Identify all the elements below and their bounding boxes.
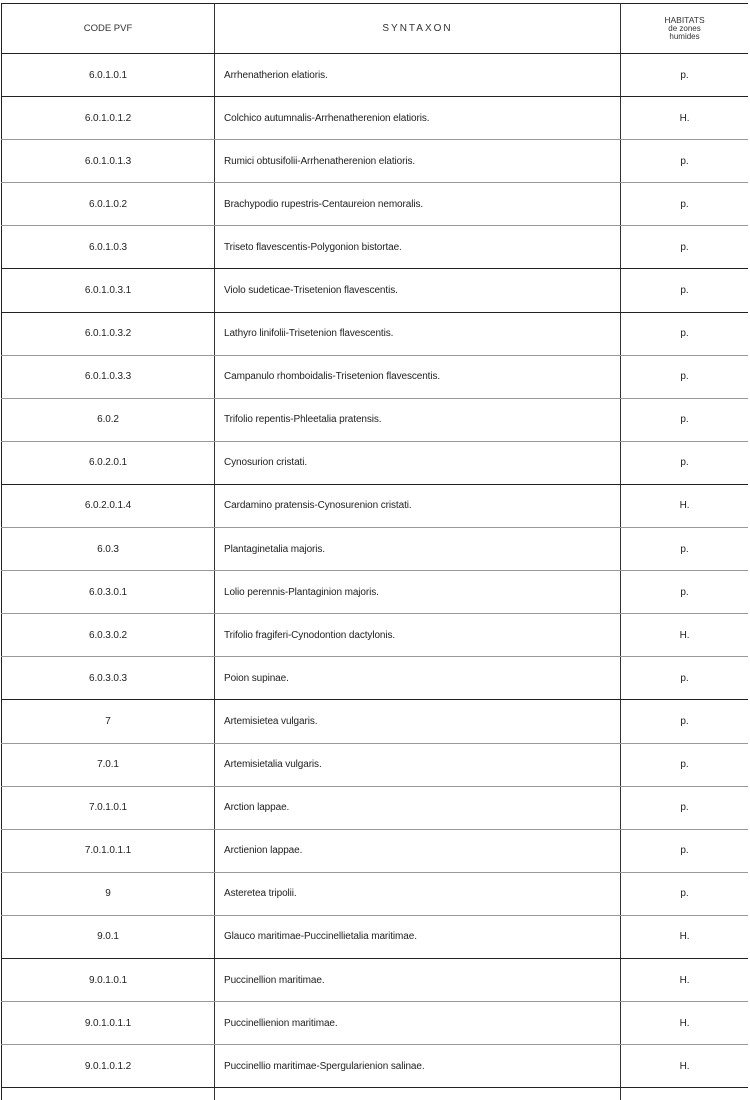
habitat-cell: p. bbox=[621, 528, 749, 571]
habitat-cell: p. bbox=[621, 786, 749, 829]
syntaxon-cell: Triseto flavescentis-Polygonion bistortae. bbox=[215, 226, 621, 269]
table-row bbox=[2, 441, 749, 484]
habitat-cell: p. bbox=[621, 140, 749, 183]
header-habitats-line2: de zones bbox=[668, 23, 701, 33]
table-row bbox=[2, 97, 749, 140]
header-habitats-line1: HABITATS bbox=[664, 14, 705, 25]
table-row bbox=[2, 571, 749, 614]
code-cell: 6.0.1.0.3.3 bbox=[2, 355, 215, 398]
code-cell: 9 bbox=[2, 872, 215, 915]
code-cell: 7.0.1.0.1 bbox=[2, 786, 215, 829]
table-row bbox=[2, 872, 749, 915]
habitat-cell: p. bbox=[621, 743, 749, 786]
code-cell: 7.0.1 bbox=[2, 743, 215, 786]
code-cell bbox=[2, 1088, 215, 1100]
table-header-row bbox=[2, 4, 749, 54]
habitat-cell: p. bbox=[621, 657, 749, 700]
habitat-cell: p. bbox=[621, 54, 749, 97]
table-row bbox=[2, 398, 749, 441]
code-cell: 6.0.3.0.2 bbox=[2, 614, 215, 657]
syntaxon-cell: Puccinellion maritimae. bbox=[215, 958, 621, 1001]
syntaxon-cell: Campanulo rhomboidalis-Trisetenion flavescentis. bbox=[215, 355, 621, 398]
habitat-cell: p. bbox=[621, 872, 749, 915]
code-cell: 6.0.3 bbox=[2, 528, 215, 571]
code-cell: 6.0.1.0.1.3 bbox=[2, 140, 215, 183]
syntaxon-cell: Puccinellio maritimae-Spergularienion salinae. bbox=[215, 1045, 621, 1088]
habitat-cell: H. bbox=[621, 915, 749, 958]
habitat-cell: p. bbox=[621, 571, 749, 614]
syntaxon-table bbox=[1, 3, 748, 1100]
syntaxon-cell: Trifolio fragiferi-Cynodontion dactylonis. bbox=[215, 614, 621, 657]
table-row bbox=[2, 226, 749, 269]
code-cell: 6.0.2.0.1.4 bbox=[2, 484, 215, 527]
syntaxon-cell: Violo sudeticae-Trisetenion flavescentis. bbox=[215, 269, 621, 312]
syntaxon-cell: Artemisietea vulgaris. bbox=[215, 700, 621, 743]
habitat-cell bbox=[621, 1088, 749, 1100]
syntaxon-cell: Arctienion lappae. bbox=[215, 829, 621, 872]
code-cell: 9.0.1.0.1 bbox=[2, 958, 215, 1001]
syntaxon-cell: Arction lappae. bbox=[215, 786, 621, 829]
table-row bbox=[2, 700, 749, 743]
code-cell: 6.0.1.0.3.2 bbox=[2, 312, 215, 355]
table-row bbox=[2, 484, 749, 527]
table-row bbox=[2, 355, 749, 398]
table-row bbox=[2, 312, 749, 355]
code-cell: 6.0.3.0.3 bbox=[2, 657, 215, 700]
habitat-cell: H. bbox=[621, 97, 749, 140]
habitat-cell: H. bbox=[621, 484, 749, 527]
header-habitats-line3: humides bbox=[669, 32, 700, 41]
code-cell: 6.0.1.0.2 bbox=[2, 183, 215, 226]
syntaxon-cell: Puccinellienion maritimae. bbox=[215, 1002, 621, 1045]
code-cell: 6.0.1.0.1 bbox=[2, 54, 215, 97]
table-row bbox=[2, 1088, 749, 1100]
habitat-cell: H. bbox=[621, 958, 749, 1001]
table-row bbox=[2, 614, 749, 657]
table-row bbox=[2, 657, 749, 700]
table-row bbox=[2, 915, 749, 958]
syntaxon-cell: Artemisietalia vulgaris. bbox=[215, 743, 621, 786]
table-row bbox=[2, 743, 749, 786]
habitat-cell: H. bbox=[621, 614, 749, 657]
syntaxon-cell: Lolio perennis-Plantaginion majoris. bbox=[215, 571, 621, 614]
syntaxon-cell bbox=[215, 1088, 621, 1100]
habitat-cell: p. bbox=[621, 355, 749, 398]
syntaxon-cell: Cardamino pratensis-Cynosurenion cristati. bbox=[215, 484, 621, 527]
code-cell: 6.0.1.0.3.1 bbox=[2, 269, 215, 312]
table-row bbox=[2, 829, 749, 872]
code-cell: 9.0.1.0.1.2 bbox=[2, 1045, 215, 1088]
table-row bbox=[2, 269, 749, 312]
header-habitats bbox=[621, 4, 749, 54]
table-row bbox=[2, 958, 749, 1001]
code-cell: 6.0.3.0.1 bbox=[2, 571, 215, 614]
header-syntaxon: SYNTAXON bbox=[215, 4, 621, 54]
syntaxon-cell: Colchico autumnalis-Arrhenatherenion elatioris. bbox=[215, 97, 621, 140]
table-row bbox=[2, 1045, 749, 1088]
habitat-cell: p. bbox=[621, 269, 749, 312]
table-row bbox=[2, 528, 749, 571]
code-cell: 9.0.1.0.1.1 bbox=[2, 1002, 215, 1045]
habitat-cell: p. bbox=[621, 226, 749, 269]
habitat-cell: p. bbox=[621, 183, 749, 226]
code-cell: 6.0.2 bbox=[2, 398, 215, 441]
habitat-cell: H. bbox=[621, 1045, 749, 1088]
syntaxon-cell: Cynosurion cristati. bbox=[215, 441, 621, 484]
habitat-cell: p. bbox=[621, 398, 749, 441]
code-cell: 6.0.2.0.1 bbox=[2, 441, 215, 484]
habitat-cell: p. bbox=[621, 441, 749, 484]
code-cell: 6.0.1.0.1.2 bbox=[2, 97, 215, 140]
syntaxon-cell: Glauco maritimae-Puccinellietalia maritimae. bbox=[215, 915, 621, 958]
habitat-cell: p. bbox=[621, 829, 749, 872]
syntaxon-cell: Trifolio repentis-Phleetalia pratensis. bbox=[215, 398, 621, 441]
table-body bbox=[2, 54, 749, 1100]
table-row bbox=[2, 183, 749, 226]
syntaxon-cell: Arrhenatherion elatioris. bbox=[215, 54, 621, 97]
code-cell: 7 bbox=[2, 700, 215, 743]
syntaxon-cell: Lathyro linifolii-Trisetenion flavescentis. bbox=[215, 312, 621, 355]
header-code-pvf: CODE PVF bbox=[2, 4, 215, 54]
syntaxon-cell: Plantaginetalia majoris. bbox=[215, 528, 621, 571]
habitat-cell: p. bbox=[621, 312, 749, 355]
syntaxon-cell: Brachypodio rupestris-Centaureion nemoralis. bbox=[215, 183, 621, 226]
code-cell: 9.0.1 bbox=[2, 915, 215, 958]
table-row bbox=[2, 140, 749, 183]
code-cell: 7.0.1.0.1.1 bbox=[2, 829, 215, 872]
document-page bbox=[1, 3, 748, 1100]
syntaxon-cell: Asteretea tripolii. bbox=[215, 872, 621, 915]
habitat-cell: H. bbox=[621, 1002, 749, 1045]
table-row bbox=[2, 1002, 749, 1045]
habitat-cell: p. bbox=[621, 700, 749, 743]
table-row bbox=[2, 54, 749, 97]
syntaxon-cell: Rumici obtusifolii-Arrhenatherenion elatioris. bbox=[215, 140, 621, 183]
syntaxon-cell: Poion supinae. bbox=[215, 657, 621, 700]
code-cell: 6.0.1.0.3 bbox=[2, 226, 215, 269]
table-row bbox=[2, 786, 749, 829]
